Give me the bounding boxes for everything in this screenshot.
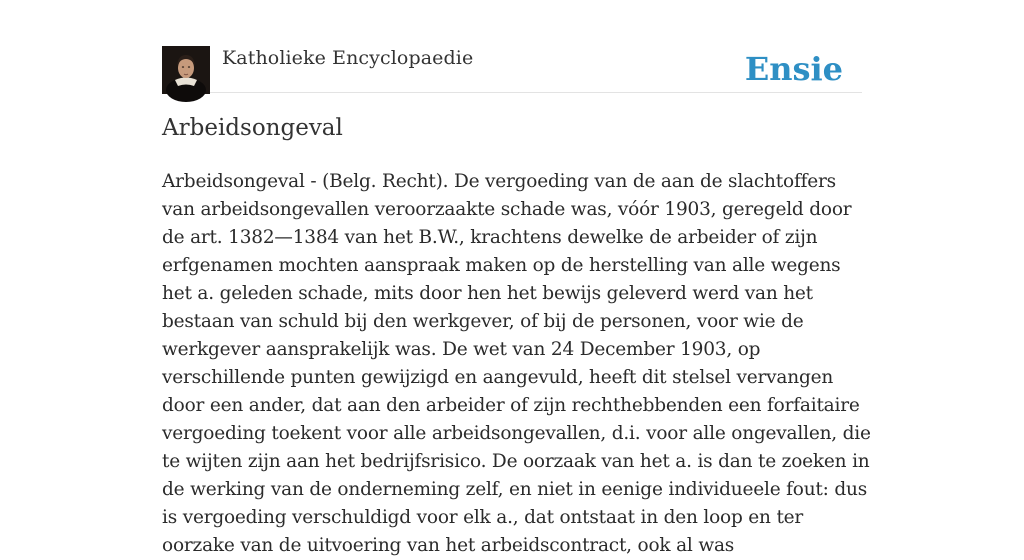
portrait-avatar-icon[interactable] — [162, 46, 210, 94]
portrait-avatar-image — [162, 46, 210, 94]
site-header — [162, 46, 862, 93]
article-body: Arbeidsongeval - (Belg. Recht). De vergoeding van de aan de slachtoffers van arbeidsongevallen veroorzaakte schade was, vóór 1903, geregeld door de art. 1382—1384 van het B.W., krachtens dewelke de arbeider of zijn erfgenamen mochten aanspraak maken op de herstelling van alle wegens het a. geleden schade, mits door hen het bewijs geleverd werd van het bestaan van schuld bij den werkgever, of bij de personen, voor wie de werkgever aansprakelijk was. De wet van 24 December 1903, op verschillende punten gewijzigd en aangevuld, heeft dit stelsel vervangen door een ander, dat aan den arbeider of zijn rechthebbenden een forfaitaire vergoeding toekent voor alle arbeidsongevallen, d.i. voor alle ongevallen, die te wijten zijn aan het bedrijfsrisico. De oorzaak van het a. is dan te zoeken in de werking van de onderneming zelf, en niet in eenige individueele fout: dus is vergoeding verschuldigd voor elk a., dat ontstaat in den loop en ter oorzake van de uitvoering van het arbeidscontract, ook al was — [162, 171, 871, 556]
source-name[interactable]: Katholieke Encyclopaedie — [222, 47, 474, 69]
brand-logo[interactable]: Ensie — [744, 50, 843, 88]
article-title: Arbeidsongeval — [162, 115, 343, 141]
